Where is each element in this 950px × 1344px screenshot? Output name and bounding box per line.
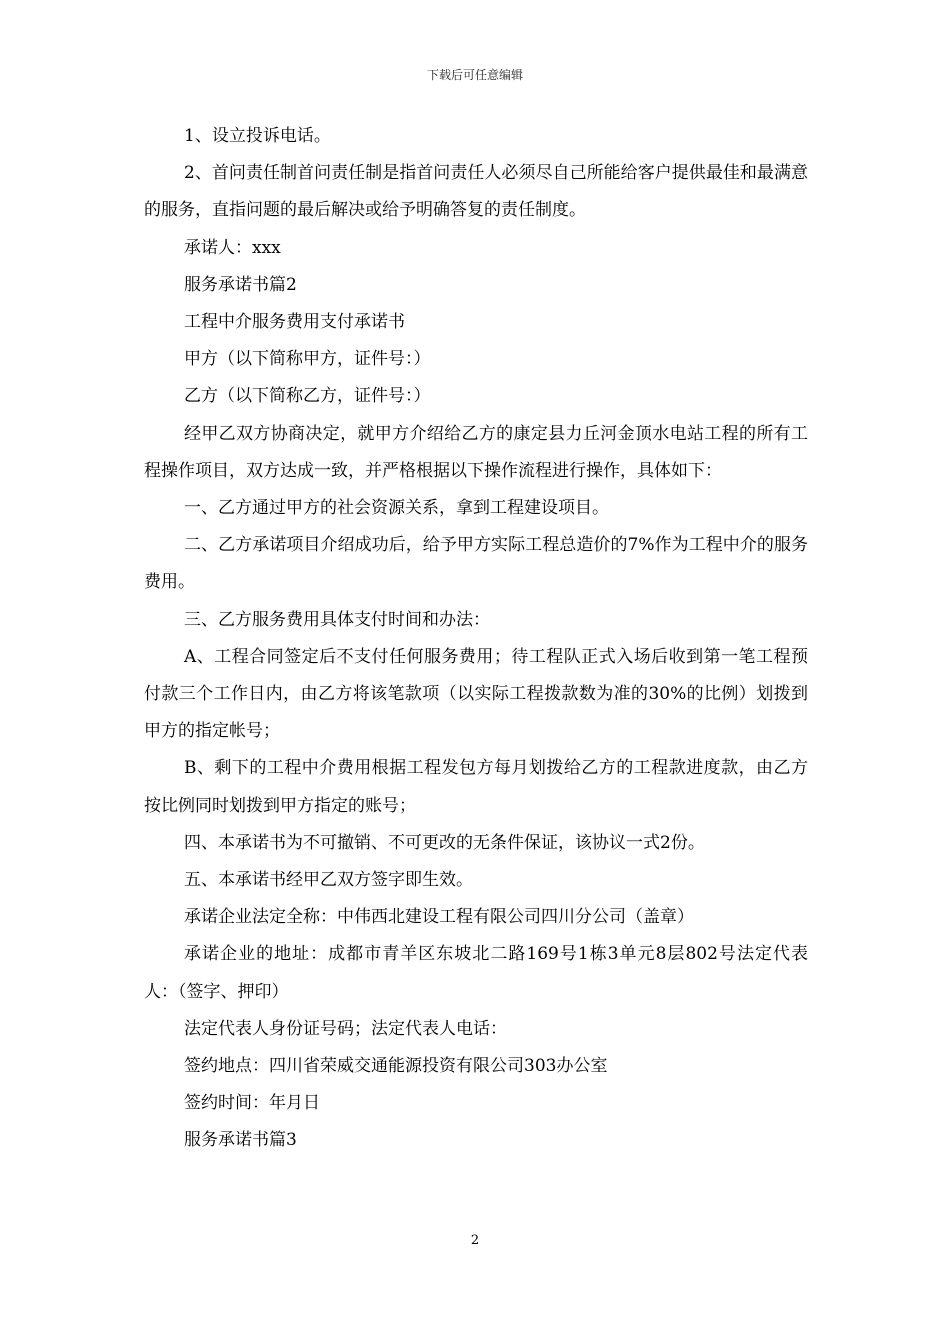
signing-location: 签约地点：四川省荣威交通能源投资有限公司303办公室 xyxy=(184,1056,608,1077)
clause-five: 五、本承诺书经甲乙双方签字即生效。 xyxy=(184,870,473,891)
clause-three-a: A、工程合同签定后不支付任何服务费用；待工程队正式入场后收到第一笔工程预付款三个工作日内，由乙方将该笔款项（以实际工程拨款数为准的30%的比例）划拨到甲方的指定帐号； xyxy=(144,646,808,742)
paragraph-party-a: 甲方（以下简称甲方，证件号：） xyxy=(184,349,431,370)
paragraph-first-inquiry: 2、首问责任制首问责任制是指首问责任人必须尽自己所能给客户提供最佳和最满意的服务，直指问题的最后解决或给予明确答复的责任制度。 xyxy=(144,163,808,221)
clause-one: 一、乙方通过甲方的社会资源关系，拿到工程建设项目。 xyxy=(184,498,609,519)
document-body xyxy=(144,118,808,1160)
page-number: 2 xyxy=(470,1233,480,1248)
clause-four: 四、本承诺书为不可撤销、不可更改的无条件保证，该协议一式2份。 xyxy=(184,832,705,853)
company-name: 承诺企业法定全称：中伟西北建设工程有限公司四川分公司（盖章） xyxy=(184,907,694,928)
section-title-2: 服务承诺书篇2 xyxy=(184,274,297,295)
document-title: 工程中介服务费用支付承诺书 xyxy=(184,312,405,333)
paragraph-agreement-intro: 经甲乙双方协商决定，就甲方介绍给乙方的康定县力丘河金顶水电站工程的所有工程操作项目，双方达成一致，并严格根据以下操作流程进行操作，具体如下： xyxy=(144,423,808,481)
clause-three: 三、乙方服务费用具体支付时间和办法： xyxy=(184,609,490,630)
page-header: 下载后可任意编辑 xyxy=(426,68,523,82)
paragraph-complaint-phone: 1、设立投诉电话。 xyxy=(184,126,331,146)
section-title-3: 服务承诺书篇3 xyxy=(184,1130,297,1151)
signing-date: 签约时间：年月日 xyxy=(184,1093,320,1114)
legal-rep-id: 法定代表人身份证号码；法定代表人电话： xyxy=(184,1018,507,1039)
company-address: 承诺企业的地址：成都市青羊区东坡北二路169号1栋3单元8层802号法定代表人：（签字、押印） xyxy=(144,944,808,1002)
clause-two: 二、乙方承诺项目介绍成功后，给予甲方实际工程总造价的7%作为工程中介的服务费用。 xyxy=(144,535,808,593)
paragraph-promisor: 承诺人：xxx xyxy=(184,237,281,258)
clause-three-b: B、剩下的工程中介费用根据工程发包方每月划拨给乙方的工程款进度款，由乙方按比例同时划拨到甲方指定的账号； xyxy=(144,758,808,816)
paragraph-party-b: 乙方（以下简称乙方，证件号：） xyxy=(184,386,431,407)
